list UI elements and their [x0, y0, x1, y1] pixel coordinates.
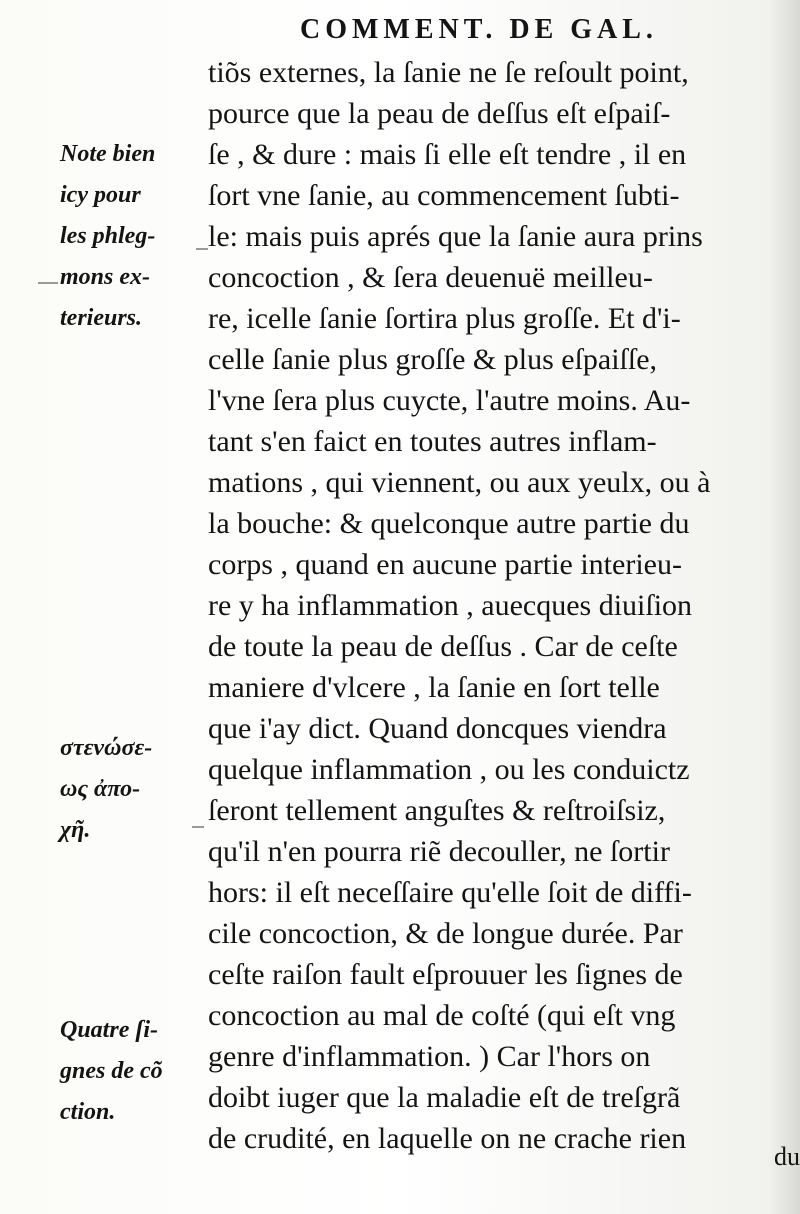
margin-note-line: les phleg-	[60, 223, 156, 249]
text-line: quelque inflammation , ou les conduictz	[208, 753, 690, 786]
text-line: maniere d'vlcere , la ſanie en ſort telle	[208, 671, 660, 704]
margin-note-quatre-signes	[60, 1010, 208, 1133]
text-line: re, icelle ſanie ſortira plus groſſe. Et d'i-	[208, 302, 681, 335]
margin-note-line: χῆ.	[60, 817, 91, 843]
margin-note-line: gnes de cõ	[60, 1058, 163, 1084]
text-line: corps , quand en aucune partie interieu-	[208, 548, 682, 581]
text-line: cile concoction, & de longue durée. Par	[208, 917, 683, 950]
text-line: le: mais puis aprés que la ſanie aura prins	[208, 220, 703, 253]
text-line: la bouche: & quelconque autre partie du	[208, 507, 690, 540]
margin-note-line: terieurs.	[60, 305, 143, 331]
text-line: qu'il n'en pourra riẽ decouller, ne ſortir	[208, 835, 670, 868]
text-line: re y ha inflammation , auecques diuiſion	[208, 589, 693, 622]
text-line: ſort vne ſanie, au commencement ſubti-	[208, 179, 680, 212]
main-text-block	[208, 52, 798, 1159]
text-line: l'vne ſera plus cuycte, l'autre moins. Au-	[208, 384, 691, 417]
text-line: mations , qui viennent, ou aux yeulx, ou à	[208, 466, 711, 499]
text-line: de toute la peau de deſſus . Car de ceſte	[208, 630, 678, 663]
margin-note-phlegmons	[60, 134, 208, 339]
gutter-mark	[192, 826, 204, 828]
text-line: de crudité, en laquelle on ne crache rien	[208, 1122, 687, 1155]
text-line: celle ſanie plus groſſe & plus eſpaiſſe,	[208, 343, 658, 376]
text-line: concoction , & ſera deuenuë meilleu-	[208, 261, 653, 294]
margin-note-greek	[60, 728, 208, 851]
margin-note-line: Quatre ſi-	[60, 1017, 158, 1043]
gutter-mark	[38, 282, 58, 284]
text-line: tiõs externes, la ſanie ne ſe reſoult point,	[208, 56, 689, 89]
margin-note-line: mons ex-	[60, 264, 150, 290]
catchword: du	[774, 1142, 800, 1171]
text-line: pource que la peau de deſſus eſt eſpaiſ-	[208, 97, 671, 130]
margin-note-line: icy pour	[60, 182, 141, 208]
margin-note-line: ction.	[60, 1099, 116, 1125]
text-line: que i'ay dict. Quand doncques viendra	[208, 712, 667, 745]
text-line: ſe , & dure : mais ſi elle eſt tendre , il en	[208, 138, 687, 171]
text-line: ſeront tellement anguſtes & reſtroiſsiz,	[208, 794, 666, 827]
text-line: tant s'en faict en toutes autres inflam-	[208, 425, 657, 458]
text-line: genre d'inflammation. ) Car l'hors on	[208, 1040, 651, 1073]
text-line: concoction au mal de coſté (qui eſt vng	[208, 999, 676, 1032]
text-line: ceſte raiſon fault eſprouuer les ſignes de	[208, 958, 683, 991]
text-line: hors: il eſt neceſſaire qu'elle ſoit de diffi-	[208, 876, 692, 909]
text-line: doibt iuger que la maladie eſt de treſgrã	[208, 1081, 681, 1114]
running-header: COMMENT. DE GAL.	[300, 14, 658, 45]
margin-note-line: ως ἀπο-	[60, 776, 141, 802]
margin-note-line: στενώσε-	[60, 735, 153, 761]
gutter-mark	[196, 248, 208, 250]
margin-note-line: Note bien	[60, 141, 156, 167]
